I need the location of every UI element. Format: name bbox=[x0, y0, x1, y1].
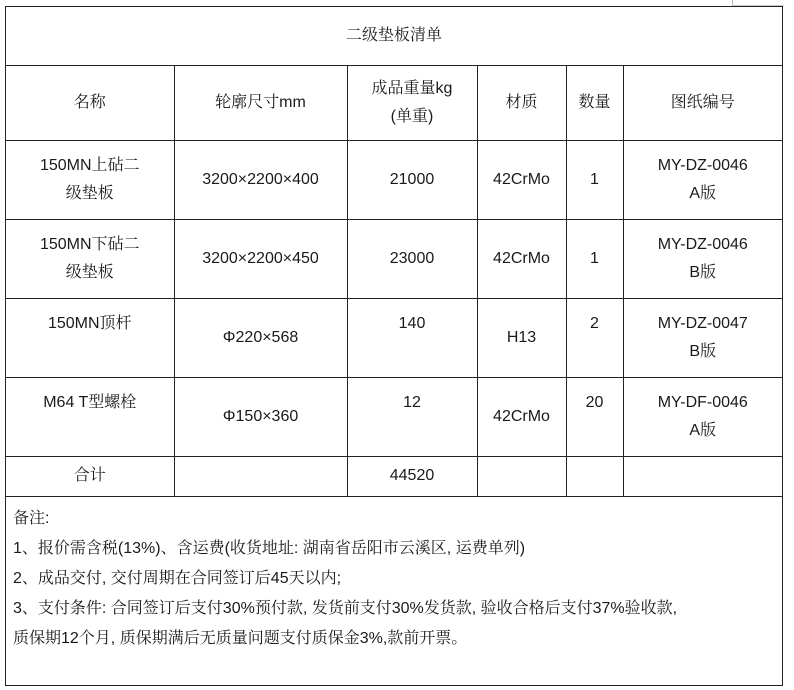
cell-weight: 23000 bbox=[347, 219, 477, 298]
notes-heading: 备注: bbox=[13, 510, 50, 527]
total-empty-size bbox=[174, 456, 347, 496]
cell-qty-value: 2 bbox=[590, 314, 599, 332]
cell-name bbox=[6, 298, 174, 377]
cell-qty bbox=[566, 377, 623, 456]
cell-weight bbox=[347, 377, 477, 456]
cell-drawing-line1: MY-DZ-0047 bbox=[657, 314, 748, 332]
table-row bbox=[6, 377, 782, 456]
cell-material: 42CrMo bbox=[477, 377, 566, 456]
cell-drawing-line1: MY-DZ-0046 bbox=[657, 235, 748, 253]
cell-material: 42CrMo bbox=[477, 140, 566, 219]
table-row bbox=[6, 219, 782, 298]
header-name: 名称 bbox=[6, 65, 174, 140]
header-material: 材质 bbox=[477, 65, 566, 140]
cell-weight bbox=[347, 298, 477, 377]
notes-section bbox=[6, 504, 782, 654]
cell-weight: 21000 bbox=[347, 140, 477, 219]
cell-size: Φ220×568 bbox=[174, 298, 347, 377]
note-2: 2、成品交付, 交付周期在合同签订后45天以内; bbox=[13, 570, 342, 587]
table-row bbox=[6, 298, 782, 377]
cell-name bbox=[6, 377, 174, 456]
cell-drawing bbox=[623, 298, 782, 377]
note-3-line2: 质保期12个月, 质保期满后无质量问题支付质保金3%,款前开票。 bbox=[13, 630, 468, 647]
header-qty: 数量 bbox=[566, 65, 623, 140]
cell-name bbox=[6, 219, 174, 298]
cell-qty: 1 bbox=[566, 140, 623, 219]
cell-qty-value: 20 bbox=[585, 393, 604, 411]
note-1: 1、报价需含税(13%)、含运费(收货地址: 湖南省岳阳市云溪区, 运费单列) bbox=[13, 540, 526, 557]
cell-material: H13 bbox=[477, 298, 566, 377]
cell-drawing-line2: A版 bbox=[689, 421, 717, 439]
cell-name-line2: 级垫板 bbox=[65, 184, 114, 202]
table-title: 二级垫板清单 bbox=[6, 7, 782, 65]
cell-drawing-line2: A版 bbox=[689, 184, 717, 202]
cell-weight-value: 12 bbox=[403, 393, 421, 411]
cell-material: 42CrMo bbox=[477, 219, 566, 298]
cell-size: Φ150×360 bbox=[174, 377, 347, 456]
cell-size: 3200×2200×450 bbox=[174, 219, 347, 298]
cell-qty: 1 bbox=[566, 219, 623, 298]
cell-name-line2: 级垫板 bbox=[65, 263, 114, 281]
cell-drawing-line2: B版 bbox=[689, 342, 717, 360]
header-weight-line2: (单重) bbox=[390, 107, 434, 125]
parts-table bbox=[6, 7, 782, 497]
cell-name-line1: M64 T型螺栓 bbox=[43, 393, 137, 411]
total-row bbox=[6, 456, 782, 496]
header-weight-line1: 成品重量kg bbox=[371, 79, 453, 97]
cell-name-line1: 150MN顶杆 bbox=[47, 314, 132, 332]
cell-name-line2 bbox=[10, 417, 170, 445]
cell-name-line1: 150MN下砧二 bbox=[39, 235, 140, 253]
note-3-line1: 3、支付条件: 合同签订后支付30%预付款, 发货前支付30%发货款, 验收合格后支付37%验收款, bbox=[13, 600, 678, 617]
total-empty-qty bbox=[566, 456, 623, 496]
total-empty-material bbox=[477, 456, 566, 496]
cell-weight-value: 140 bbox=[398, 314, 426, 332]
total-empty-drawing bbox=[623, 456, 782, 496]
total-label: 合计 bbox=[6, 456, 174, 496]
document-sheet bbox=[5, 6, 783, 686]
cell-drawing-line2: B版 bbox=[689, 263, 717, 281]
cell-drawing bbox=[623, 377, 782, 456]
header-drawing: 图纸编号 bbox=[623, 65, 782, 140]
cell-name bbox=[6, 140, 174, 219]
cell-drawing bbox=[623, 219, 782, 298]
cell-size: 3200×2200×400 bbox=[174, 140, 347, 219]
cell-drawing-line1: MY-DZ-0046 bbox=[657, 156, 748, 174]
cell-name-line1: 150MN上砧二 bbox=[39, 156, 140, 174]
cell-drawing bbox=[623, 140, 782, 219]
cell-qty bbox=[566, 298, 623, 377]
cell-drawing-line1: MY-DF-0046 bbox=[657, 393, 748, 411]
header-weight bbox=[347, 65, 477, 140]
cell-name-line2 bbox=[10, 338, 170, 366]
table-row bbox=[6, 140, 782, 219]
header-size: 轮廓尺寸mm bbox=[174, 65, 347, 140]
total-weight: 44520 bbox=[347, 456, 477, 496]
